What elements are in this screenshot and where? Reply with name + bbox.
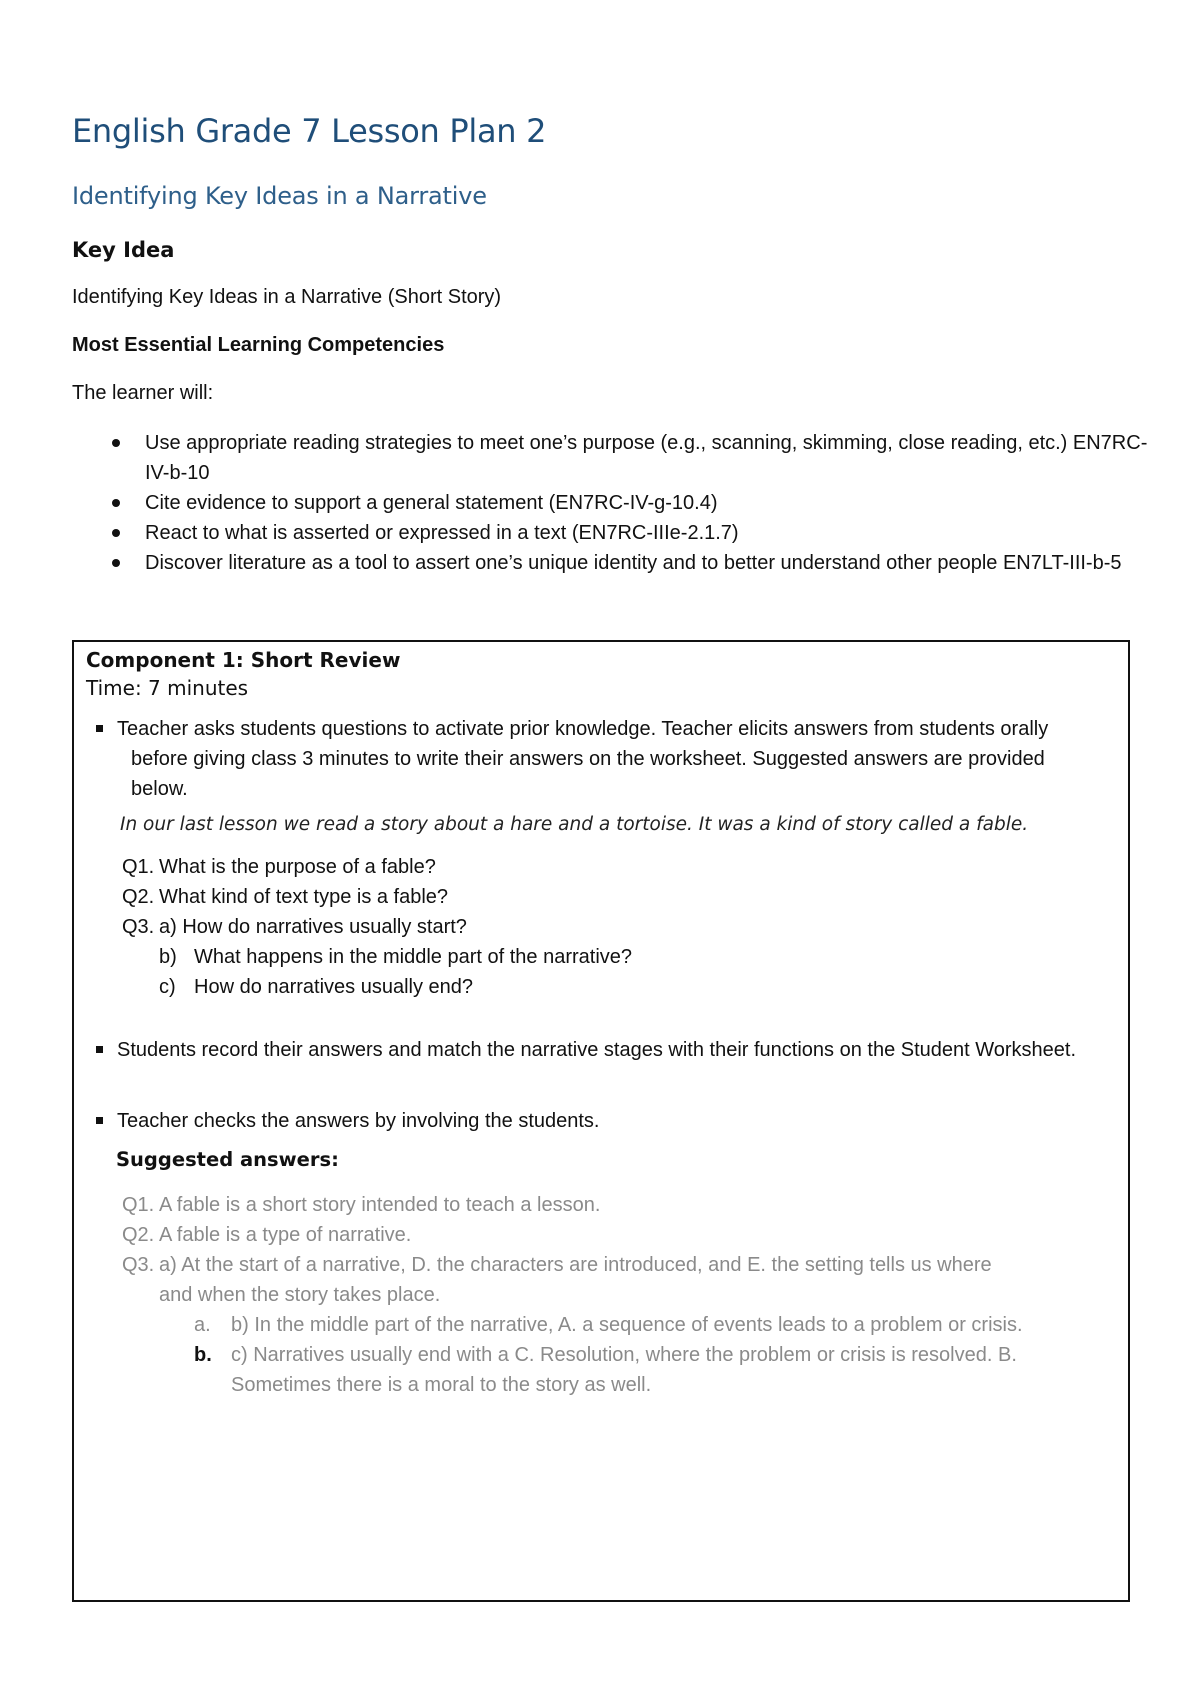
step-text: Teacher checks the answers by involving the students.	[117, 1110, 600, 1132]
answer-text: and when the story takes place.	[159, 1284, 441, 1306]
question-text: a) How do narratives usually start?	[159, 916, 467, 938]
step-text: Students record their answers and match the narrative stages with their functions on the Student Worksheet.	[117, 1039, 1077, 1061]
component-1-box	[72, 640, 1130, 1602]
step-item	[86, 1106, 1106, 1136]
competency-item: Discover literature as a tool to assert one’s unique identity and to better understand other people EN7LT-III-b-5	[72, 548, 1152, 578]
competency-item: React to what is asserted or expressed in a text (EN7RC-IIIe-2.1.7)	[72, 518, 1152, 548]
competencies-heading: Most Essential Learning Competencies	[72, 334, 445, 356]
step-text: Teacher asks students questions to activate prior knowledge. Teacher elicits answers from students orally before giving class 3 minutes to write their answers on the worksheet. Suggested answers are provided below.	[117, 718, 1049, 800]
answer-label: a.	[194, 1314, 211, 1336]
square-bullet-icon	[96, 725, 103, 732]
answer-label: Q3.	[122, 1254, 155, 1276]
question-label: b)	[159, 946, 177, 968]
question-text: What kind of text type is a fable?	[159, 886, 449, 908]
question-label: Q3.	[122, 916, 155, 938]
competency-item: Cite evidence to support a general statement (EN7RC-IV-g-10.4)	[72, 488, 1152, 518]
step-item	[86, 714, 1106, 804]
component-time: Time: 7 minutes	[86, 676, 249, 700]
square-bullet-icon	[96, 1117, 103, 1124]
answer-text: a) At the start of a narrative, D. the characters are introduced, and E. the setting tells us where	[159, 1254, 992, 1276]
answer-text: b) In the middle part of the narrative, A. a sequence of events leads to a problem or crisis.	[231, 1314, 1023, 1336]
question-label: c)	[159, 976, 176, 998]
key-idea-heading: Key Idea	[72, 238, 175, 262]
answer-text: c) Narratives usually end with a C. Resolution, where the problem or crisis is resolved. B.	[231, 1344, 1017, 1366]
answer-label: Q1.	[122, 1194, 155, 1216]
answer-text: A fable is a short story intended to teach a lesson.	[159, 1194, 601, 1216]
question-text: What happens in the middle part of the narrative?	[194, 946, 633, 968]
suggested-answers-heading: Suggested answers:	[116, 1148, 339, 1171]
competencies-list	[72, 428, 1152, 578]
competencies-intro: The learner will:	[72, 382, 214, 404]
question-text: How do narratives usually end?	[194, 976, 474, 998]
answer-label: b.	[194, 1344, 212, 1366]
document-title: English Grade 7 Lesson Plan 2	[72, 112, 547, 150]
competency-item: Use appropriate reading strategies to meet one’s purpose (e.g., scanning, skimming, close reading, etc.) EN7RC-IV-b-10	[72, 428, 1152, 488]
step-item	[86, 1035, 1106, 1065]
question-text: What is the purpose of a fable?	[159, 856, 436, 878]
answer-label: Q2.	[122, 1224, 155, 1246]
answer-text: Sometimes there is a moral to the story as well.	[231, 1374, 652, 1396]
square-bullet-icon	[96, 1046, 103, 1053]
question-label: Q1.	[122, 856, 155, 878]
document-subtitle: Identifying Key Ideas in a Narrative	[72, 182, 487, 210]
key-idea-text: Identifying Key Ideas in a Narrative (Short Story)	[72, 286, 502, 308]
question-label: Q2.	[122, 886, 155, 908]
context-line: In our last lesson we read a story about a hare and a tortoise. It was a kind of story called a fable.	[120, 814, 1029, 835]
component-title: Component 1: Short Review	[86, 648, 401, 672]
answer-text: A fable is a type of narrative.	[159, 1224, 412, 1246]
